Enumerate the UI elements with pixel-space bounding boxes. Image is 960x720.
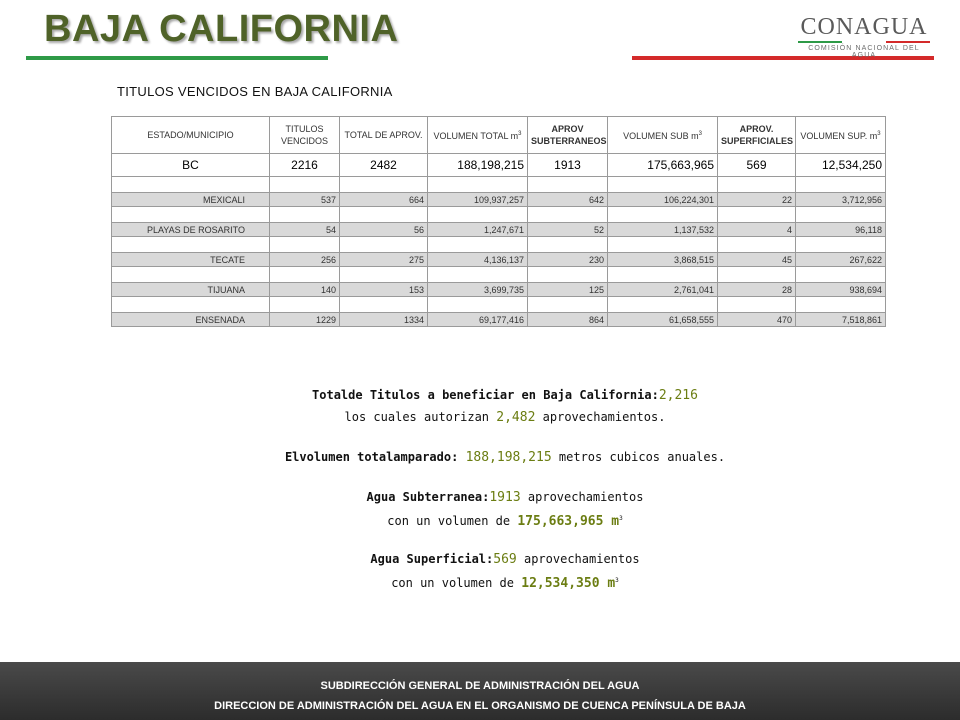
header-sup: 3 — [877, 131, 881, 137]
table-row — [112, 283, 886, 297]
table-row — [112, 313, 886, 327]
summary-line-aprov — [180, 406, 830, 428]
table-cell — [270, 267, 340, 283]
table-row — [112, 193, 886, 207]
table-cell — [608, 297, 718, 313]
table-cell: 7,518,861 — [796, 313, 886, 327]
table-cell: 2216 — [270, 154, 340, 177]
table-cell — [608, 267, 718, 283]
table-cell: 1,137,532 — [608, 223, 718, 237]
table-cell: 256 — [270, 253, 340, 267]
summary-text — [180, 384, 830, 592]
table-cell — [428, 237, 528, 253]
table-cell — [340, 207, 428, 223]
summary-label: aprovechamientos — [527, 490, 644, 504]
state-total-row — [112, 154, 886, 177]
summary-value: 2,482 — [496, 410, 536, 425]
table-cell: ENSENADA — [112, 313, 270, 327]
table-cell: 1229 — [270, 313, 340, 327]
summary-label: Totalde Titulos a beneficiar en Baja California: — [312, 388, 659, 402]
table-cell — [112, 207, 270, 223]
summary-gap — [180, 468, 830, 486]
summary-line-sub-volume — [180, 508, 830, 530]
table-cell: 230 — [528, 253, 608, 267]
summary-line-volume — [180, 446, 830, 468]
table-cell — [528, 207, 608, 223]
header-titulos: TITULOS VENCIDOS — [270, 117, 340, 154]
header-rule-green — [26, 56, 328, 60]
table-cell: 12,534,250 — [796, 154, 886, 177]
table-cell: PLAYAS DE ROSARITO — [112, 223, 270, 237]
summary-sup: 3 — [619, 515, 623, 522]
footer-bar — [0, 662, 960, 720]
footer-line-1: SUBDIRECCIÓN GENERAL DE ADMINISTRACIÓN DEL AGUA — [320, 680, 640, 692]
header-volumen-total-label: VOLUMEN TOTAL m — [433, 131, 519, 141]
spacer-row — [112, 267, 886, 283]
table-cell — [528, 177, 608, 193]
table-cell — [428, 177, 528, 193]
table-cell — [270, 207, 340, 223]
summary-label: Agua Superficial: — [370, 552, 494, 566]
table-cell: 96,118 — [796, 223, 886, 237]
table-cell: 109,937,257 — [428, 193, 528, 207]
table-cell: 69,177,416 — [428, 313, 528, 327]
table-row — [112, 253, 886, 267]
summary-label: los cuales autorizan — [344, 410, 490, 424]
table-cell: 267,622 — [796, 253, 886, 267]
summary-label: Agua Subterranea: — [366, 490, 490, 504]
header-aprov-sup: APROV. SUPERFICIALES — [718, 117, 796, 154]
table-cell: 22 — [718, 193, 796, 207]
logo-bar-red — [886, 41, 930, 43]
header-estado: ESTADO/MUNICIPIO — [112, 117, 270, 154]
spacer-row — [112, 207, 886, 223]
table-cell — [340, 177, 428, 193]
summary-value: 569 — [493, 552, 517, 567]
table-cell: 54 — [270, 223, 340, 237]
summary-value: 12,534,350 m — [521, 576, 616, 591]
footer-line-2: DIRECCION DE ADMINISTRACIÓN DEL AGUA EN EL ORGANISMO DE CUENCA PENÍNSULA DE BAJA — [214, 700, 746, 712]
summary-line-sup-volume — [180, 570, 830, 592]
summary-gap — [180, 428, 830, 446]
table-cell: 106,224,301 — [608, 193, 718, 207]
table-cell — [112, 297, 270, 313]
table-cell — [796, 177, 886, 193]
logo-subtitle: COMISIÓN NACIONAL DEL AGUA — [808, 45, 920, 59]
table-body — [112, 154, 886, 327]
table-cell — [718, 207, 796, 223]
spacer-row — [112, 177, 886, 193]
table-cell: 3,699,735 — [428, 283, 528, 297]
table-cell — [340, 267, 428, 283]
summary-line-subterranea — [180, 486, 830, 508]
table-cell: 28 — [718, 283, 796, 297]
summary-line-superficial — [180, 548, 830, 570]
table-cell: 56 — [340, 223, 428, 237]
spacer-row — [112, 297, 886, 313]
table-cell: TIJUANA — [112, 283, 270, 297]
table-cell — [528, 237, 608, 253]
table-cell: 1,247,671 — [428, 223, 528, 237]
table-cell — [718, 297, 796, 313]
header-volumen-total — [428, 117, 528, 154]
table-cell: 537 — [270, 193, 340, 207]
table-cell: 1334 — [340, 313, 428, 327]
logo-color-bar — [798, 41, 930, 43]
logo-name: CONAGUA — [800, 14, 928, 40]
table-cell: 140 — [270, 283, 340, 297]
table-cell: 153 — [340, 283, 428, 297]
header-volumen-sub — [608, 117, 718, 154]
conagua-logo — [798, 14, 930, 59]
header-volumen-sup — [796, 117, 886, 154]
table-cell — [718, 177, 796, 193]
table-cell — [718, 267, 796, 283]
summary-label: con un volumen de — [387, 514, 511, 528]
table-cell: BC — [112, 154, 270, 177]
table-cell — [340, 297, 428, 313]
table-cell — [270, 237, 340, 253]
summary-line-total-titles — [180, 384, 830, 406]
table-cell: 470 — [718, 313, 796, 327]
slide-title: BAJA CALIFORNIA — [44, 8, 399, 50]
table-cell: 52 — [528, 223, 608, 237]
header-volumen-sup-label: VOLUMEN SUP. m — [800, 131, 878, 141]
table-header-row — [112, 117, 886, 154]
table-cell — [528, 297, 608, 313]
table-cell — [608, 237, 718, 253]
table-cell: MEXICALI — [112, 193, 270, 207]
table-cell: 188,198,215 — [428, 154, 528, 177]
table-cell — [796, 207, 886, 223]
summary-label: con un volumen de — [391, 576, 515, 590]
table-cell — [112, 237, 270, 253]
table-cell: 125 — [528, 283, 608, 297]
table-cell: 3,868,515 — [608, 253, 718, 267]
table-cell — [340, 237, 428, 253]
table-cell — [718, 237, 796, 253]
header-total-aprov: TOTAL DE APROV. — [340, 117, 428, 154]
table-cell — [112, 177, 270, 193]
header-sup: 3 — [518, 131, 522, 137]
summary-label: aprovechamientos — [523, 552, 640, 566]
header-volumen-sub-label: VOLUMEN SUB m — [623, 131, 699, 141]
table-cell: 61,658,555 — [608, 313, 718, 327]
table-cell: 275 — [340, 253, 428, 267]
table-cell: 864 — [528, 313, 608, 327]
table-cell: 4,136,137 — [428, 253, 528, 267]
table-cell: 175,663,965 — [608, 154, 718, 177]
header-aprov-sub: APROV SUBTERRANEOS — [528, 117, 608, 154]
table-cell: 938,694 — [796, 283, 886, 297]
table-cell — [796, 267, 886, 283]
summary-value: 175,663,965 m — [517, 514, 620, 529]
header-sup: 3 — [698, 131, 702, 137]
table-cell — [608, 177, 718, 193]
summary-label: Elvolumen totalamparado: — [284, 450, 459, 464]
table-cell — [428, 267, 528, 283]
table-cell: 45 — [718, 253, 796, 267]
spacer-row — [112, 237, 886, 253]
table-cell — [796, 297, 886, 313]
table-cell: TECATE — [112, 253, 270, 267]
table-row — [112, 223, 886, 237]
table-title: TITULOS VENCIDOS EN BAJA CALIFORNIA — [117, 84, 393, 99]
summary-value: 2,216 — [658, 388, 698, 403]
table-cell: 3,712,956 — [796, 193, 886, 207]
table-cell: 1913 — [528, 154, 608, 177]
table-cell — [608, 207, 718, 223]
table-cell: 664 — [340, 193, 428, 207]
table-cell — [112, 267, 270, 283]
table-cell — [428, 207, 528, 223]
table-cell: 2,761,041 — [608, 283, 718, 297]
summary-label: metros cubicos anuales. — [558, 450, 726, 464]
table-cell: 4 — [718, 223, 796, 237]
summary-label: aprovechamientos. — [542, 410, 666, 424]
table-cell: 642 — [528, 193, 608, 207]
summary-value: 188,198,215 — [465, 450, 552, 465]
table-cell — [428, 297, 528, 313]
table-cell — [270, 177, 340, 193]
table-cell — [528, 267, 608, 283]
summary-value: 1913 — [489, 490, 521, 505]
logo-bar-green — [798, 41, 842, 43]
logo-bar-white — [842, 41, 886, 43]
table-cell: 569 — [718, 154, 796, 177]
table-cell — [796, 237, 886, 253]
titles-table — [111, 116, 886, 327]
table-cell — [270, 297, 340, 313]
summary-sup: 3 — [615, 577, 619, 584]
table-cell: 2482 — [340, 154, 428, 177]
summary-gap — [180, 530, 830, 548]
